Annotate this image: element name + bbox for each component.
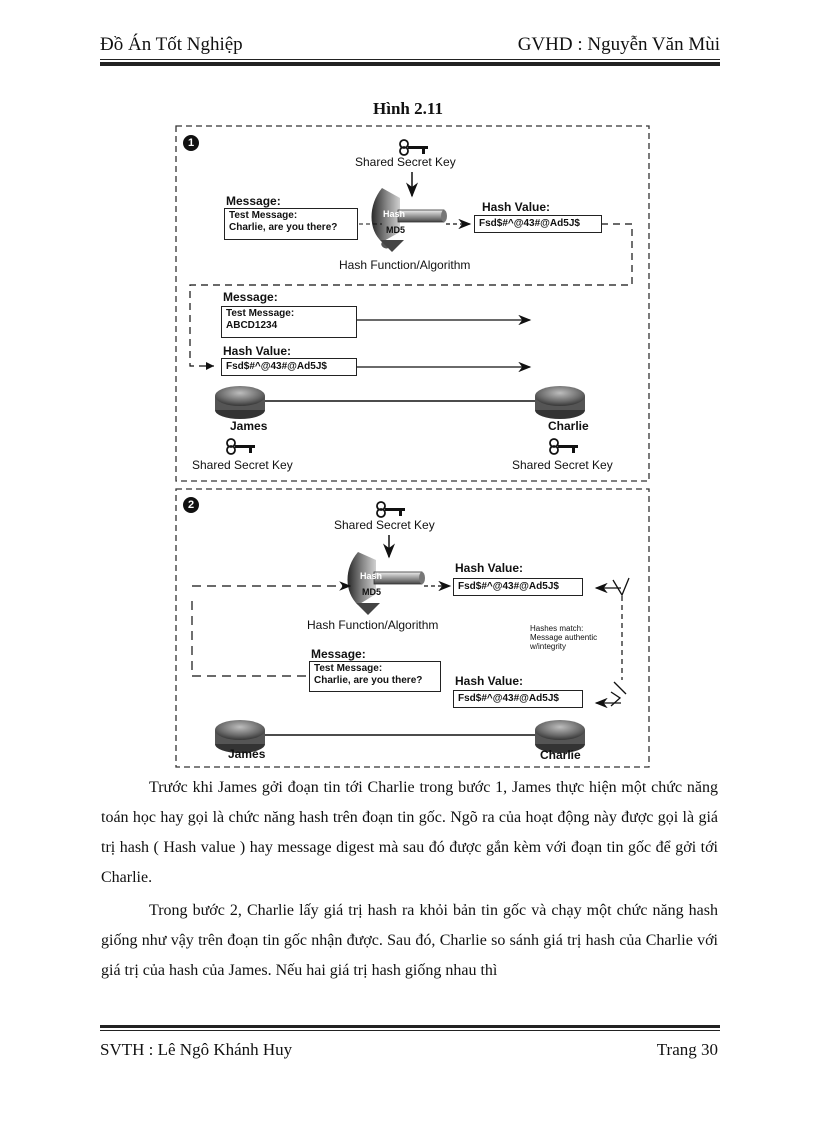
step1-hash-value-box: Fsd$#^@43#@Ad5J$ xyxy=(474,215,602,233)
step1-message-line1: Test Message: xyxy=(229,210,298,221)
step1-hash-value2-label: Hash Value: xyxy=(223,344,292,358)
body-paragraph-1 xyxy=(101,773,718,893)
step1-hash-function-label: Hash Function/Algorithm xyxy=(339,258,471,272)
step2-match-line1: Hashes match: xyxy=(530,624,584,633)
figure-title: Hình 2.11 xyxy=(373,99,443,118)
footer-page-number: Trang 30 xyxy=(656,1040,718,1059)
step1-message2-box xyxy=(221,306,357,338)
step1-charlie-label: Charlie xyxy=(548,419,589,433)
footer-rule-thin xyxy=(100,1030,720,1031)
header-right-advisor: GVHD : Nguyễn Văn Mùi xyxy=(517,34,720,55)
step2-match-line2: Message authentic xyxy=(530,633,598,642)
step2-hash-function-label: Hash Function/Algorithm xyxy=(307,618,439,632)
step2-md5-label: MD5 xyxy=(362,587,382,597)
step1-message2-line1: Test Message: xyxy=(226,308,295,319)
step1-hash-label: Hash xyxy=(383,209,406,219)
step2-hash-value2-box: Fsd$#^@43#@Ad5J$ xyxy=(453,690,583,708)
step1-shared-key-label: Shared Secret Key xyxy=(355,155,456,169)
step1-message-line2: Charlie, are you there? xyxy=(229,222,338,233)
step1-md5-label: MD5 xyxy=(386,225,406,235)
header-left-title: Đồ Án Tốt Nghiệp xyxy=(100,34,243,55)
body-paragraph-1-text: Trước khi James gởi đoạn tin tới Charlie trong bước 1, James thực hiện một chức năng toán học hay gọi là chức năng hash trên đoạn tin gốc. Ngõ ra của hoạt động này được gọi là giá trị hash ( Hash value ) hay message digest mà sau đó được gắn kèm với đoạn tin gốc để gởi tới Charlie. xyxy=(101,779,718,886)
hash-funnel-icon xyxy=(372,188,448,252)
step1-number-badge: 1 xyxy=(183,135,199,151)
step2-hash-label: Hash xyxy=(360,571,383,581)
step1-james-key-label: Shared Secret Key xyxy=(192,458,293,472)
james-key-icon xyxy=(227,439,255,454)
charlie-key-icon xyxy=(550,439,578,454)
step1-message-label: Message: xyxy=(226,194,281,208)
hash-funnel-icon-step2 xyxy=(348,552,426,615)
step2-hash-value-box: Fsd$#^@43#@Ad5J$ xyxy=(453,578,583,596)
step2-james-label: James xyxy=(228,747,266,761)
footer-rule-thick xyxy=(100,1025,720,1028)
step1-message2-label: Message: xyxy=(223,290,278,304)
body-paragraph-2 xyxy=(101,896,718,986)
step2-message-box xyxy=(309,661,441,692)
step1-hash-value-label: Hash Value: xyxy=(482,200,551,214)
step2-shared-key-label: Shared Secret Key xyxy=(334,518,435,532)
step1-james-label: James xyxy=(230,419,268,433)
james-router-icon xyxy=(215,386,265,419)
step2-message-label: Message: xyxy=(311,647,366,661)
step2-charlie-label: Charlie xyxy=(540,748,581,762)
step1-message-box xyxy=(224,208,358,240)
step2-message-line2: Charlie, are you there? xyxy=(314,675,423,686)
step1-message2-line2: ABCD1234 xyxy=(226,320,278,331)
step2-message-line1: Test Message: xyxy=(314,663,383,674)
body-paragraph-2-text: Trong bước 2, Charlie lấy giá trị hash ra khỏi bản tin gốc và chạy một chức năng hash giống như vậy trên đoạn tin gốc nhận được. Sau đó, Charlie so sánh giá trị hash của Charlie với giá trị của hash của James. Nếu hai giá trị hash giống nhau thì xyxy=(101,902,718,979)
charlie-router-icon xyxy=(535,386,585,419)
step2-number-badge: 2 xyxy=(183,497,199,513)
key-icon xyxy=(400,140,428,155)
step1-hash-value2-box: Fsd$#^@43#@Ad5J$ xyxy=(221,358,357,376)
key-icon-step2 xyxy=(377,502,405,517)
step2-hashes-match-note xyxy=(530,624,597,651)
step2-match-line3: w/integrity xyxy=(530,642,567,651)
step2-hash-value-label: Hash Value: xyxy=(455,561,524,575)
footer-student: SVTH : Lê Ngô Khánh Huy xyxy=(100,1040,293,1059)
step2-hash-value2-label: Hash Value: xyxy=(455,674,524,688)
step1-charlie-key-label: Shared Secret Key xyxy=(512,458,613,472)
